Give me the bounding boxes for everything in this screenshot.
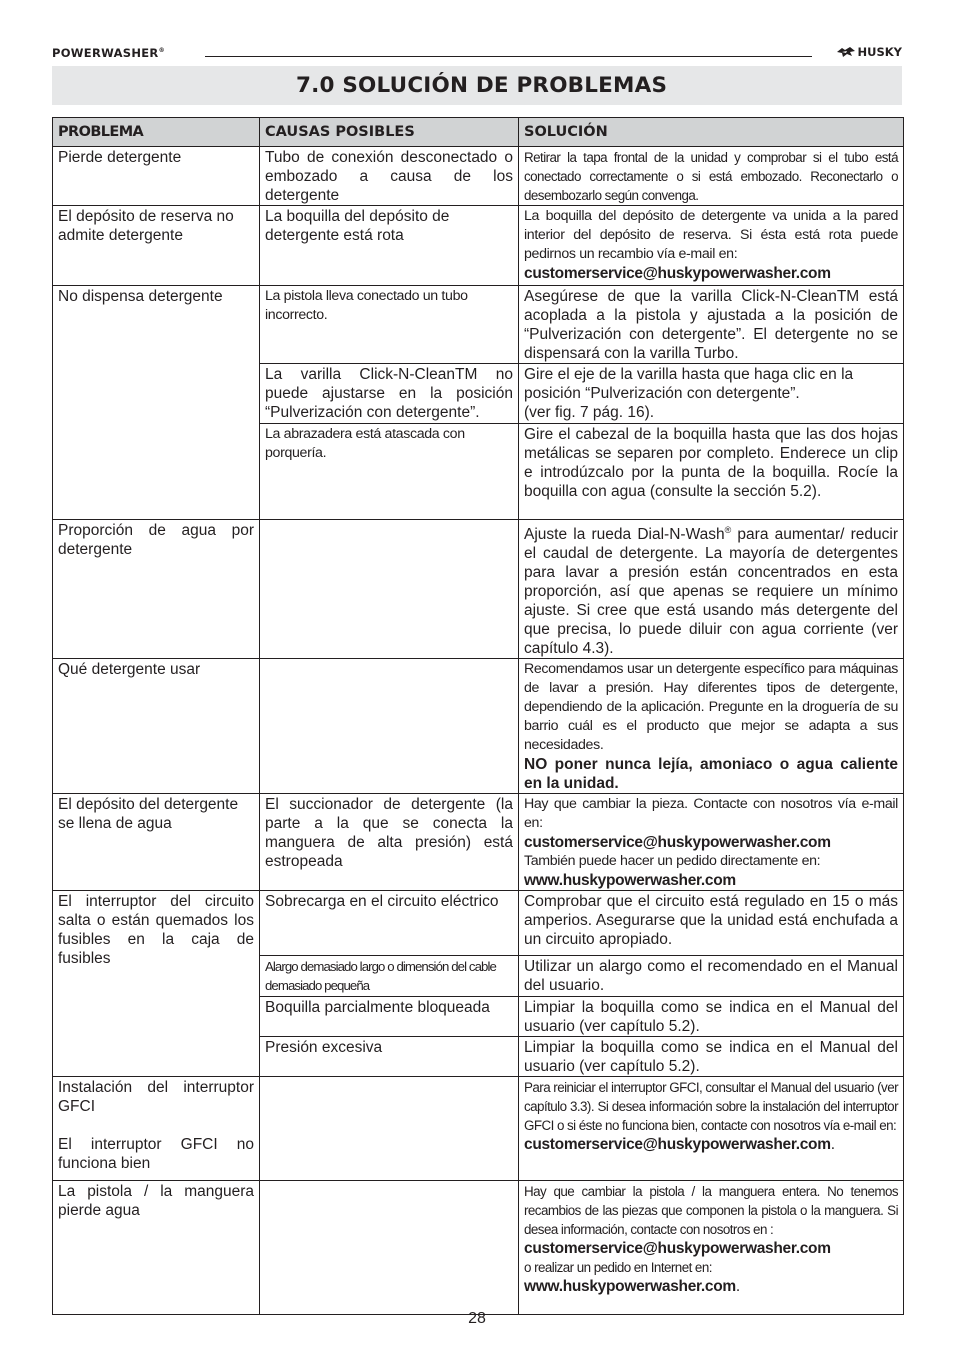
website-address: www.huskypowerwasher.com (524, 1278, 736, 1296)
solution-cell (519, 659, 904, 794)
solution-cell: Gire el cabezal de la boquilla hasta que las dos hojas metálicas se separen por completo. Enderece un clip e introdúzcalo por la punta de la boquilla. Rocíe la boquilla con agua (consulte la sección 5.2). (519, 424, 904, 520)
brand-name (52, 46, 165, 60)
solution-text: La boquilla del depósito de detergente va unida a la pared interior del depósito de reserva. Si ésta está rota puede pedirnos un recambio vía e-mail en: (524, 208, 898, 262)
brand-text: POWERWASHER (52, 46, 159, 60)
email-address: customerservice@huskypowerwasher.com (524, 265, 831, 282)
cause-cell: Presión excesiva (260, 1037, 519, 1077)
problem-cell: No dispensa detergente (53, 286, 260, 520)
solution-cell (519, 794, 904, 891)
email-period: . (830, 1136, 836, 1154)
column-header-causes: CAUSAS POSIBLES (260, 118, 519, 147)
cause-cell: La pistola lleva conectado un tubo incorrecto. (260, 286, 519, 364)
solution-cell: Comprobar que el circuito está regulado en 15 o más amperios. Asegurarse que la unidad está enchufada a un circuito apropiado. (519, 891, 904, 956)
cause-cell: La abrazadera está atascada con porquería. (260, 424, 519, 520)
cause-cell (260, 1181, 519, 1315)
problem-cell: El interruptor del circuito salta o están quemados los fusibles en la caja de fusibles (53, 891, 260, 1077)
figure-reference: (ver fig. 7 pág. 16). (524, 404, 655, 421)
husky-dog-icon (836, 46, 856, 58)
problem-text: Instalación del interruptor GFCI (58, 1079, 254, 1116)
cause-cell: Boquilla parcialmente bloqueada (260, 997, 519, 1037)
cause-cell (260, 659, 519, 794)
table-row (53, 286, 904, 364)
cause-cell: El succionador de detergente (la parte a la que se conecta la manguera de alta presión) está estropeada (260, 794, 519, 891)
spacer (58, 1116, 254, 1135)
solution-cell (519, 206, 904, 286)
solution-cell (519, 1077, 904, 1181)
table-row (53, 794, 904, 891)
column-header-solution: SOLUCIÓN (519, 118, 904, 147)
cause-cell: Tubo de conexión desconectado o embozado a causa de los detergente (260, 147, 519, 206)
solution-text-continued: para aumentar/ reducir el caudal de detergente. La mayoría de detergentes para lavar a presión están concentrados en esta proporción, así que apenas se requiere un mínimo ajuste. Si cree que está usando más detergente del que precisa, lo puede diluir con agua corriente (ver capítulo 4.3). (524, 526, 898, 658)
registered-mark: ® (724, 525, 732, 535)
table-row (53, 1077, 904, 1181)
solution-cell (519, 520, 904, 659)
problem-cell: Pierde detergente (53, 147, 260, 206)
website-line (524, 1277, 898, 1296)
troubleshooting-table (52, 117, 904, 1315)
table-row (53, 891, 904, 956)
problem-cell: Qué detergente usar (53, 659, 260, 794)
table-header-row (53, 118, 904, 147)
website-period: . (735, 1278, 741, 1296)
problem-text-2: El interruptor GFCI no funciona bien (58, 1136, 254, 1173)
email-line (524, 1135, 898, 1154)
solution-text-2: También puede hacer un pedido directamente en: (524, 853, 821, 870)
table-row (53, 520, 904, 659)
cause-cell (260, 1077, 519, 1181)
cause-cell: La varilla Click-N-CleanTM no puede ajustarse en la posición “Pulverización con detergente”. (260, 364, 519, 424)
table-row (53, 206, 904, 286)
solution-cell (519, 1181, 904, 1315)
section-title-bar (52, 66, 902, 105)
solution-cell: Limpiar la boquilla como se indica en el Manual del usuario (ver capítulo 5.2). (519, 997, 904, 1037)
solution-cell: Limpiar la boquilla como se indica en el Manual del usuario (ver capítulo 5.2). (519, 1037, 904, 1077)
solution-text: Hay que cambiar la pieza. Contacte con nosotros vía e-mail en: (524, 796, 898, 832)
registered-mark: ® (158, 47, 165, 55)
solution-cell: Asegúrese de que la varilla Click-N-CleanTM está acoplada a la pistola y ajustada a la posición de “Pulverización con detergente”. El detergente no se dispensará con la varilla Turbo. (519, 286, 904, 364)
solution-text: Recomendamos usar un detergente específico para máquinas de lavar a presión. Hay diferentes tipos de detergente, dependiendo de la aplicación. Pregunte en la droguería de su barrio cuál es el producto que mejor se adapta a sus necesidades. (524, 661, 898, 754)
solution-text: Ajuste la rueda Dial-N-Wash (524, 526, 725, 544)
header-rule (205, 56, 812, 57)
problem-cell: Proporción de agua por detergente (53, 520, 260, 659)
table-row (53, 659, 904, 794)
husky-logo (836, 45, 902, 59)
solution-text: Hay que cambiar la pistola / la manguera entera. No tenemos recambios de las piezas que componen la pistola o la manguera. Si desea información, contacte con nosotros en : (524, 1184, 898, 1238)
table-row (53, 1181, 904, 1315)
email-address: customerservice@huskypowerwasher.com (524, 1136, 831, 1154)
solution-text-2: o realizar un pedido en Internet en: (524, 1260, 712, 1276)
email-address: customerservice@huskypowerwasher.com (524, 1240, 831, 1258)
solution-cell: Retirar la tapa frontal de la unidad y comprobar si el tubo está conectado correctamente o si está embozado. Reconectarlo o desembozarlo según convenga. (519, 147, 904, 206)
table-row (53, 147, 904, 206)
cause-cell: La boquilla del depósito de detergente está rota (260, 206, 519, 286)
solution-cell: Utilizar un alargo como el recomendado en el Manual del usuario. (519, 956, 904, 997)
column-header-problem: PROBLEMA (53, 118, 260, 147)
cause-cell (260, 520, 519, 659)
problem-cell: El depósito de reserva no admite detergente (53, 206, 260, 286)
solution-cell (519, 364, 904, 424)
logo-text: HUSKY (857, 45, 902, 59)
page-header (52, 46, 902, 60)
website-address: www.huskypowerwasher.com (524, 872, 736, 890)
problem-cell: La pistola / la manguera pierde agua (53, 1181, 260, 1315)
solution-text: Para reiniciar el interruptor GFCI, consultar el Manual del usuario (ver capítulo 3.3). Si desea información sobre la instalación del interruptor GFCI o si éste no funciona bien, contacte con nosotros vía e-mail en: (524, 1080, 898, 1134)
warning-text: NO poner nunca lejía, amoniaco o agua caliente en la unidad. (524, 756, 898, 793)
section-title: 7.0 SOLUCIÓN DE PROBLEMAS (296, 73, 668, 98)
cause-cell: Alargo demasiado largo o dimensión del cable demasiado pequeña (260, 956, 519, 997)
solution-text: Gire el eje de la varilla hasta que haga clic en la posición “Pulverización con detergente”. (524, 366, 854, 402)
cause-cell: Sobrecarga en el circuito eléctrico (260, 891, 519, 956)
email-address: customerservice@huskypowerwasher.com (524, 834, 831, 852)
problem-cell: El depósito del detergente se llena de agua (53, 794, 260, 891)
problem-cell (53, 1077, 260, 1181)
page-number: 28 (468, 1310, 486, 1327)
